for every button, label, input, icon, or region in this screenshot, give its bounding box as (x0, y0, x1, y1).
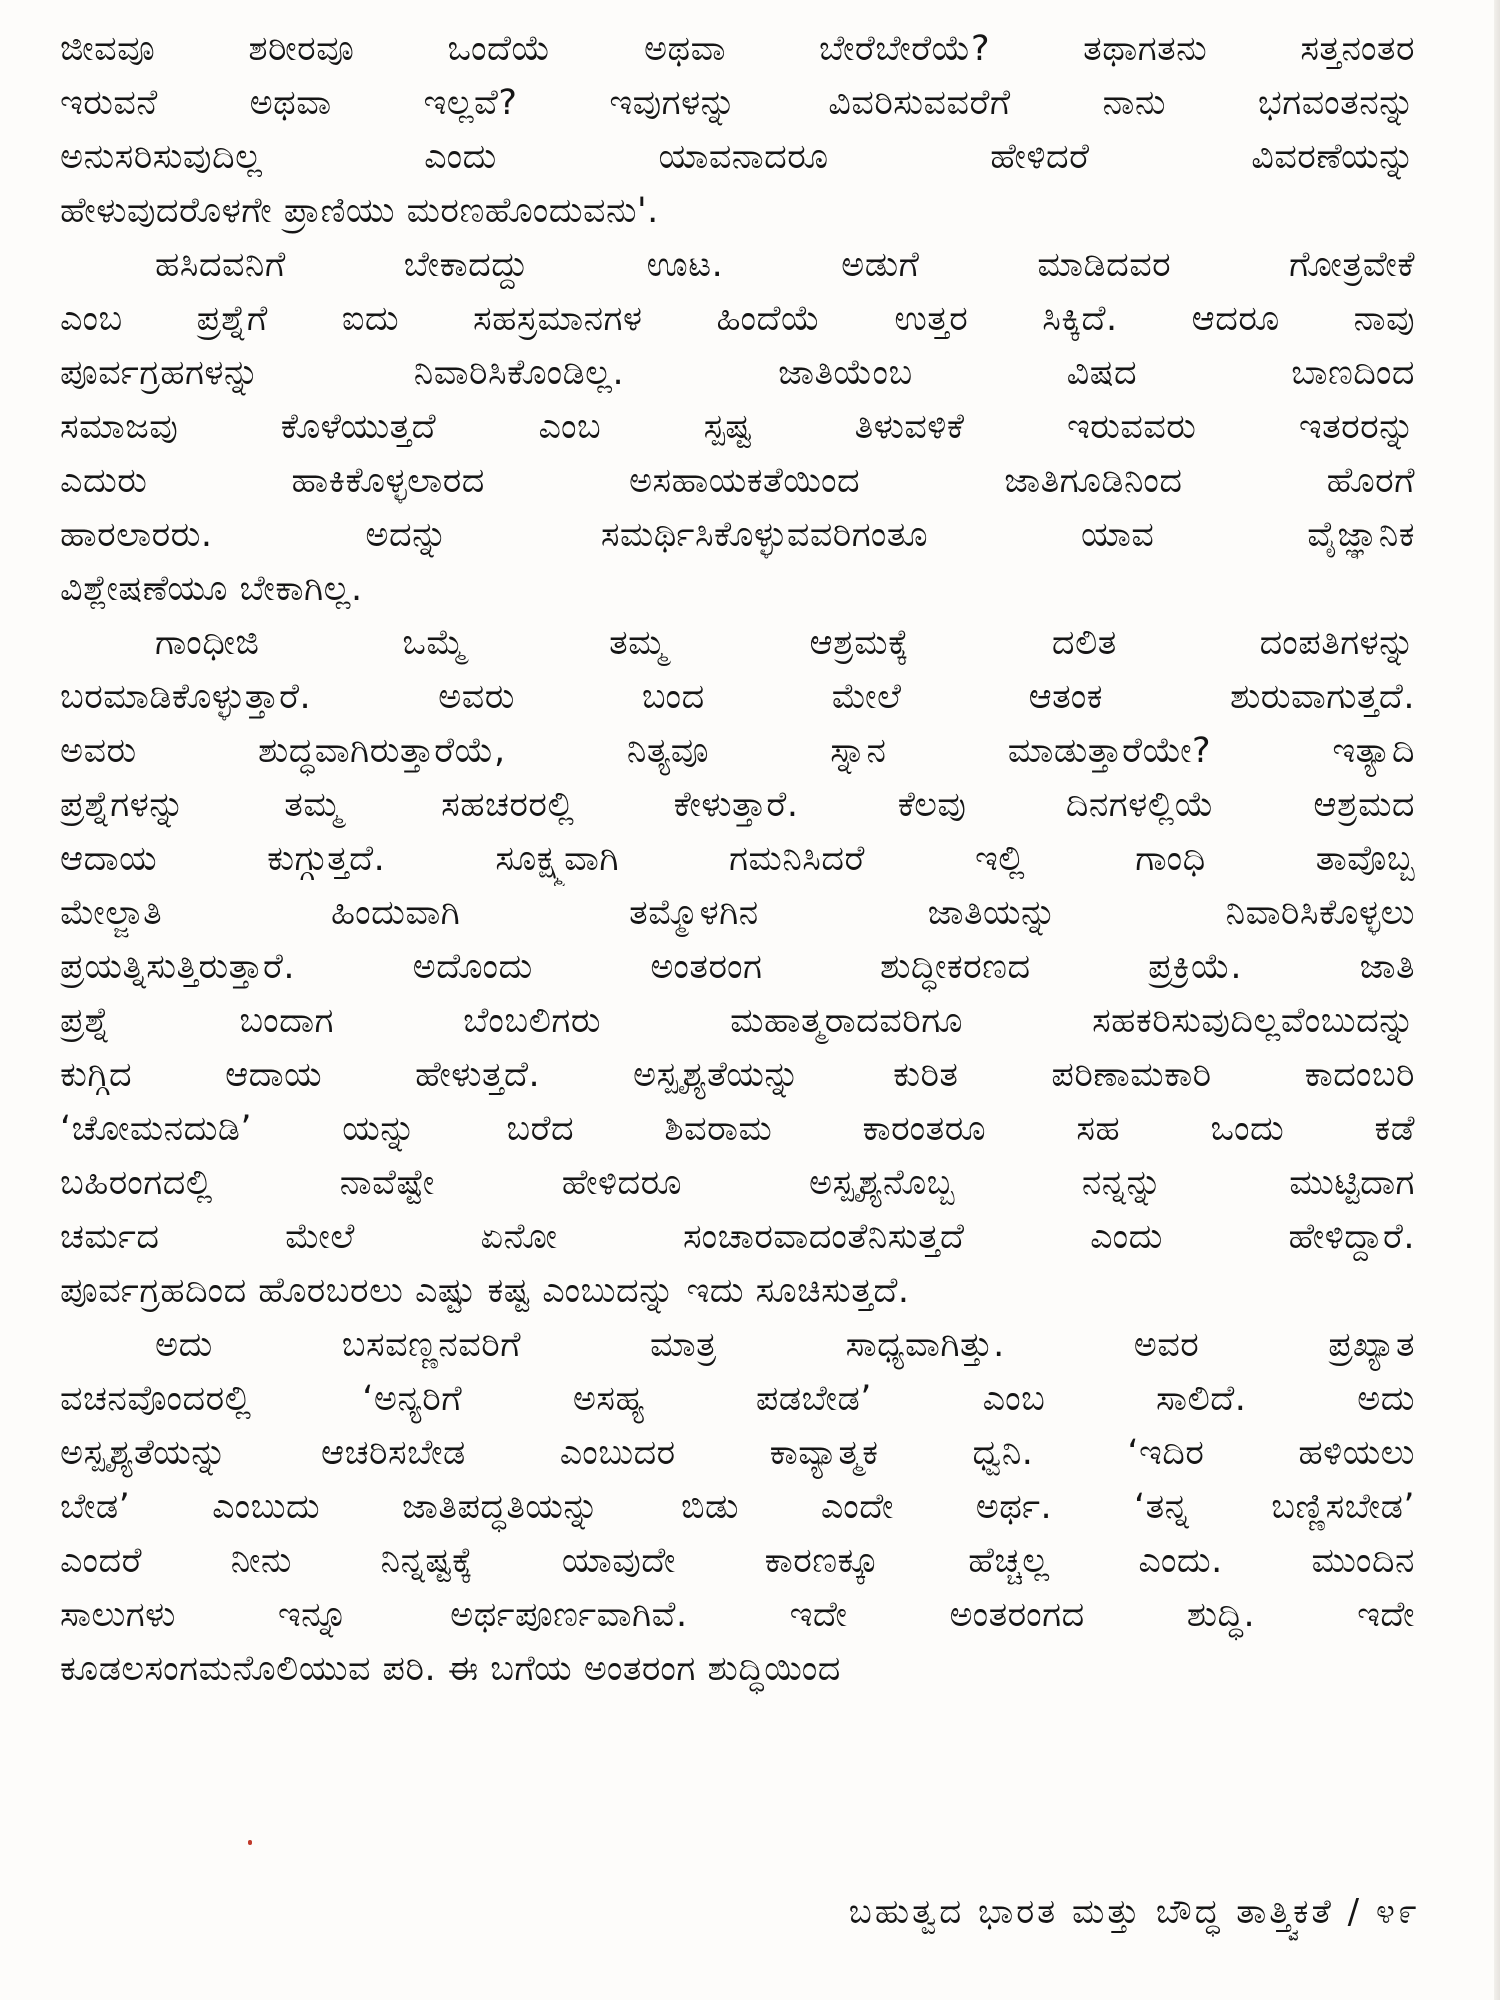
text-line: ಹೇಳುವುದರೊಳಗೇ ಪ್ರಾಣಿಯು ಮರಣಹೊಂದುವನು'. (60, 191, 659, 231)
paragraph (60, 238, 1415, 616)
ink-speck (248, 1840, 252, 1845)
text-line: ಬೇಡ’ ಎಂಬುದು ಜಾತಿಪದ್ಧತಿಯನ್ನು ಬಿಡು ಎಂದೇ ಅರ್ಥ. ‘ತನ್ನ ಬಣ್ಣಿಸಬೇಡ’ (60, 1487, 1415, 1527)
text-line: ಗಾಂಧೀಜಿ ಒಮ್ಮೆ ತಮ್ಮ ಆಶ್ರಮಕ್ಕೆ ದಲಿತ ದಂಪತಿಗಳನ್ನು (155, 623, 1415, 663)
text-line: ಎಂದರೆ ನೀನು ನಿನ್ನಷ್ಟಕ್ಕೆ ಯಾವುದೇ ಕಾರಣಕ್ಕೂ ಹೆಚ್ಚಲ್ಲ ಎಂದು. ಮುಂದಿನ (60, 1541, 1415, 1581)
text-line: ಪೂರ್ವಗ್ರಹದಿಂದ ಹೊರಬರಲು ಎಷ್ಟು ಕಷ್ಟ ಎಂಬುದನ್ನು ಇದು ಸೂಚಿಸುತ್ತದೆ. (60, 1271, 910, 1311)
text-line: ಹಾರಲಾರರು. ಅದನ್ನು ಸಮರ್ಥಿಸಿಕೊಳ್ಳುವವರಿಗಂತೂ ಯಾವ ವೈಜ್ಞಾನಿಕ (60, 515, 1415, 555)
text-line: ಕೂಡಲಸಂಗಮನೊಲಿಯುವ ಪರಿ. ಈ ಬಗೆಯ ಅಂತರಂಗ ಶುದ್ಧಿಯಿಂದ (60, 1649, 841, 1689)
text-line: ಎಂಬ ಪ್ರಶ್ನೆಗೆ ಐದು ಸಹಸ್ರಮಾನಗಳ ಹಿಂದೆಯೆ ಉತ್ತರ ಸಿಕ್ಕಿದೆ. ಆದರೂ ನಾವು (60, 299, 1415, 339)
page-body-text (60, 22, 1415, 1696)
text-line: ಸಮಾಜವು ಕೊಳೆಯುತ್ತದೆ ಎಂಬ ಸ್ಪಷ್ಟ ತಿಳುವಳಿಕೆ ಇರುವವರು ಇತರರನ್ನು (60, 407, 1415, 447)
text-line: ಬರಮಾಡಿಕೊಳ್ಳುತ್ತಾರೆ. ಅವರು ಬಂದ ಮೇಲೆ ಆತಂಕ ಶುರುವಾಗುತ್ತದೆ. (60, 677, 1415, 717)
text-line: ಅದು ಬಸವಣ್ಣನವರಿಗೆ ಮಾತ್ರ ಸಾಧ್ಯವಾಗಿತ್ತು. ಅವರ ಪ್ರಖ್ಯಾತ (155, 1325, 1415, 1365)
text-line: ವಚನವೊಂದರಲ್ಲಿ ‘ಅನ್ಯರಿಗೆ ಅಸಹ್ಯ ಪಡಬೇಡ’ ಎಂಬ ಸಾಲಿದೆ. ಅದು (60, 1379, 1415, 1419)
text-line: ಸಾಲುಗಳು ಇನ್ನೂ ಅರ್ಥಪೂರ್ಣವಾಗಿವೆ. ಇದೇ ಅಂತರಂಗದ ಶುದ್ಧಿ. ಇದೇ (60, 1595, 1415, 1635)
paragraph (60, 616, 1415, 1318)
text-line: ಕುಗ್ಗಿದ ಆದಾಯ ಹೇಳುತ್ತದೆ. ಅಸ್ಪೃಶ್ಯತೆಯನ್ನು ಕುರಿತ ಪರಿಣಾಮಕಾರಿ ಕಾದಂಬರಿ (60, 1055, 1415, 1095)
text-line: ಚರ್ಮದ ಮೇಲೆ ಏನೋ ಸಂಚಾರವಾದಂತೆನಿಸುತ್ತದೆ ಎಂದು ಹೇಳಿದ್ದಾರೆ. (60, 1217, 1415, 1257)
text-line: ಅವರು ಶುದ್ಧವಾಗಿರುತ್ತಾರೆಯೆ, ನಿತ್ಯವೂ ಸ್ನಾನ ಮಾಡುತ್ತಾರೆಯೇ? ಇತ್ಯಾದಿ (60, 731, 1415, 771)
text-line: ಪ್ರಶ್ನೆಗಳನ್ನು ತಮ್ಮ ಸಹಚರರಲ್ಲಿ ಕೇಳುತ್ತಾರೆ. ಕೆಲವು ದಿನಗಳಲ್ಲಿಯೆ ಆಶ್ರಮದ (60, 785, 1415, 825)
text-line: ವಿಶ್ಲೇಷಣೆಯೂ ಬೇಕಾಗಿಲ್ಲ. (60, 569, 363, 609)
page-footer: ಬಹುತ್ವದ ಭಾರತ ಮತ್ತು ಬೌದ್ಧ ತಾತ್ತ್ವಿಕತೆ / ೪೯ (848, 1892, 1420, 1932)
text-line: ಬಹಿರಂಗದಲ್ಲಿ ನಾವೆಷ್ಟೇ ಹೇಳಿದರೂ ಅಸ್ಪೃಶ್ಯನೊಬ್ಬ ನನ್ನನ್ನು ಮುಟ್ಟಿದಾಗ (60, 1163, 1415, 1203)
paragraph (60, 22, 1415, 238)
text-line: ಅನುಸರಿಸುವುದಿಲ್ಲ ಎಂದು ಯಾವನಾದರೂ ಹೇಳಿದರೆ ವಿವರಣೆಯನ್ನು (60, 137, 1415, 177)
text-line: ಅಸ್ಪೃಶ್ಯತೆಯನ್ನು ಆಚರಿಸಬೇಡ ಎಂಬುದರ ಕಾವ್ಯಾತ್ಮಕ ಧ್ವನಿ. ‘ಇದಿರ ಹಳಿಯಲು (60, 1433, 1415, 1473)
text-line: ಮೇಲ್ಜಾತಿ ಹಿಂದುವಾಗಿ ತಮ್ಮೊಳಗಿನ ಜಾತಿಯನ್ನು ನಿವಾರಿಸಿಕೊಳ್ಳಲು (60, 893, 1415, 933)
text-line: ಜೀವವೂ ಶರೀರವೂ ಒಂದೆಯೆ ಅಥವಾ ಬೇರೆಬೇರೆಯೆ? ತಥಾಗತನು ಸತ್ತನಂತರ (60, 29, 1415, 69)
text-line: ಪೂರ್ವಗ್ರಹಗಳನ್ನು ನಿವಾರಿಸಿಕೊಂಡಿಲ್ಲ. ಜಾತಿಯೆಂಬ ವಿಷದ ಬಾಣದಿಂದ (60, 353, 1415, 393)
paragraph (60, 1318, 1415, 1696)
text-line: ‘ಚೋಮನದುಡಿ’ ಯನ್ನು ಬರೆದ ಶಿವರಾಮ ಕಾರಂತರೂ ಸಹ ಒಂದು ಕಡೆ (60, 1109, 1415, 1149)
text-line: ಪ್ರಶ್ನೆ ಬಂದಾಗ ಬೆಂಬಲಿಗರು ಮಹಾತ್ಮರಾದವರಿಗೂ ಸಹಕರಿಸುವುದಿಲ್ಲವೆಂಬುದನ್ನು (60, 1001, 1415, 1041)
text-line: ಹಸಿದವನಿಗೆ ಬೇಕಾದದ್ದು ಊಟ. ಅಡುಗೆ ಮಾಡಿದವರ ಗೋತ್ರವೇಕೆ (155, 245, 1415, 285)
text-line: ಇರುವನೆ ಅಥವಾ ಇಲ್ಲವೆ? ಇವುಗಳನ್ನು ವಿವರಿಸುವವರೆಗೆ ನಾನು ಭಗವಂತನನ್ನು (60, 83, 1415, 123)
text-line: ಆದಾಯ ಕುಗ್ಗುತ್ತದೆ. ಸೂಕ್ಷ್ಮವಾಗಿ ಗಮನಿಸಿದರೆ ಇಲ್ಲಿ ಗಾಂಧಿ ತಾವೊಬ್ಬ (60, 839, 1415, 879)
text-line: ಎದುರು ಹಾಕಿಕೊಳ್ಳಲಾರದ ಅಸಹಾಯಕತೆಯಿಂದ ಜಾತಿಗೂಡಿನಿಂದ ಹೊರಗೆ (60, 461, 1415, 501)
text-line: ಪ್ರಯತ್ನಿಸುತ್ತಿರುತ್ತಾರೆ. ಅದೊಂದು ಅಂತರಂಗ ಶುದ್ಧೀಕರಣದ ಪ್ರಕ್ರಿಯೆ. ಜಾತಿ (60, 947, 1415, 987)
